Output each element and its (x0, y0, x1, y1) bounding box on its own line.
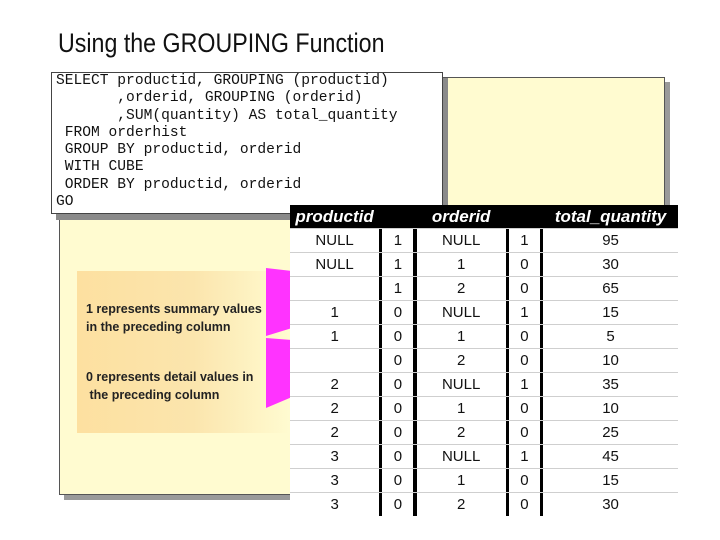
cell-orderid: 1 (417, 397, 506, 421)
slide-title: Using the GROUPING Function (58, 28, 385, 58)
results-table (290, 205, 678, 513)
cell-total-quantity: 95 (543, 229, 678, 253)
cell-productid: 2 (290, 373, 379, 397)
detail-note-line-1: 0 represents detail values in (86, 370, 254, 384)
cell-grouping-orderid: 0 (509, 493, 540, 517)
header-total-quantity: total_quantity (543, 205, 678, 229)
cell-grouping-productid: 1 (382, 229, 413, 253)
cell-grouping-orderid: 1 (509, 373, 540, 397)
cell-grouping-orderid: 1 (509, 301, 540, 325)
cell-total-quantity: 65 (543, 277, 678, 301)
table-row (290, 493, 678, 517)
cell-productid (290, 349, 379, 373)
cell-total-quantity: 25 (543, 421, 678, 445)
summary-note-line-1: 1 represents summary values (86, 302, 262, 316)
table-row (290, 277, 678, 301)
cell-orderid: 1 (417, 469, 506, 493)
detail-note-line-2: the preceding column (86, 388, 220, 402)
cell-total-quantity: 15 (543, 301, 678, 325)
table-row (290, 253, 678, 277)
cell-grouping-orderid: 0 (509, 397, 540, 421)
cell-grouping-productid: 0 (382, 349, 413, 373)
cell-grouping-productid: 0 (382, 421, 413, 445)
header-productid: productid (290, 205, 379, 229)
cell-orderid: 2 (417, 277, 506, 301)
cell-total-quantity: 45 (543, 445, 678, 469)
cell-productid: 2 (290, 397, 379, 421)
cell-grouping-productid: 0 (382, 493, 413, 517)
cell-grouping-orderid: 1 (509, 229, 540, 253)
cell-total-quantity: 10 (543, 397, 678, 421)
sql-code-block: SELECT productid, GROUPING (productid) ,orderid, GROUPING (orderid) ,SUM(quantity) AS total_quantity FROM orderhist GROUP BY productid, orderid WITH CUBE ORDER BY productid, orderid GO (51, 72, 443, 214)
cell-productid: 3 (290, 469, 379, 493)
cell-orderid: NULL (417, 229, 506, 253)
cell-grouping-productid: 0 (382, 397, 413, 421)
cell-productid: 3 (290, 445, 379, 469)
header-grouping-productid (382, 205, 413, 229)
cell-grouping-productid: 1 (382, 277, 413, 301)
cell-total-quantity: 30 (543, 493, 678, 517)
cell-orderid: 1 (417, 253, 506, 277)
cell-total-quantity: 30 (543, 253, 678, 277)
cell-grouping-orderid: 0 (509, 349, 540, 373)
cell-orderid: 1 (417, 325, 506, 349)
cell-productid: 1 (290, 325, 379, 349)
cell-productid: NULL (290, 229, 379, 253)
table-row (290, 397, 678, 421)
table-row (290, 445, 678, 469)
cell-total-quantity: 5 (543, 325, 678, 349)
table-row (290, 349, 678, 373)
cell-grouping-productid: 0 (382, 445, 413, 469)
table-row (290, 325, 678, 349)
header-orderid: orderid (417, 205, 506, 229)
cell-grouping-productid: 0 (382, 373, 413, 397)
table-row (290, 373, 678, 397)
cell-grouping-orderid: 0 (509, 325, 540, 349)
cell-productid (290, 277, 379, 301)
cell-productid: NULL (290, 253, 379, 277)
cell-grouping-orderid: 0 (509, 253, 540, 277)
cell-orderid: 2 (417, 493, 506, 517)
cell-grouping-productid: 0 (382, 301, 413, 325)
cell-orderid: 2 (417, 421, 506, 445)
table-row (290, 469, 678, 493)
cell-productid: 1 (290, 301, 379, 325)
cell-productid: 2 (290, 421, 379, 445)
cell-grouping-productid: 0 (382, 469, 413, 493)
table-row (290, 301, 678, 325)
results-header-row (290, 205, 678, 229)
cell-orderid: 2 (417, 349, 506, 373)
cell-grouping-orderid: 0 (509, 277, 540, 301)
cell-grouping-orderid: 0 (509, 469, 540, 493)
cell-orderid: NULL (417, 445, 506, 469)
table-row (290, 421, 678, 445)
cell-grouping-orderid: 1 (509, 445, 540, 469)
cell-productid: 3 (290, 493, 379, 517)
cell-total-quantity: 15 (543, 469, 678, 493)
cell-grouping-productid: 1 (382, 253, 413, 277)
summary-note-line-2: in the preceding column (86, 320, 231, 334)
cell-orderid: NULL (417, 301, 506, 325)
table-row (290, 229, 678, 253)
cell-orderid: NULL (417, 373, 506, 397)
cell-total-quantity: 10 (543, 349, 678, 373)
cell-grouping-orderid: 0 (509, 421, 540, 445)
cell-total-quantity: 35 (543, 373, 678, 397)
explanation-note (77, 271, 289, 433)
header-grouping-orderid (509, 205, 540, 229)
cell-grouping-productid: 0 (382, 325, 413, 349)
